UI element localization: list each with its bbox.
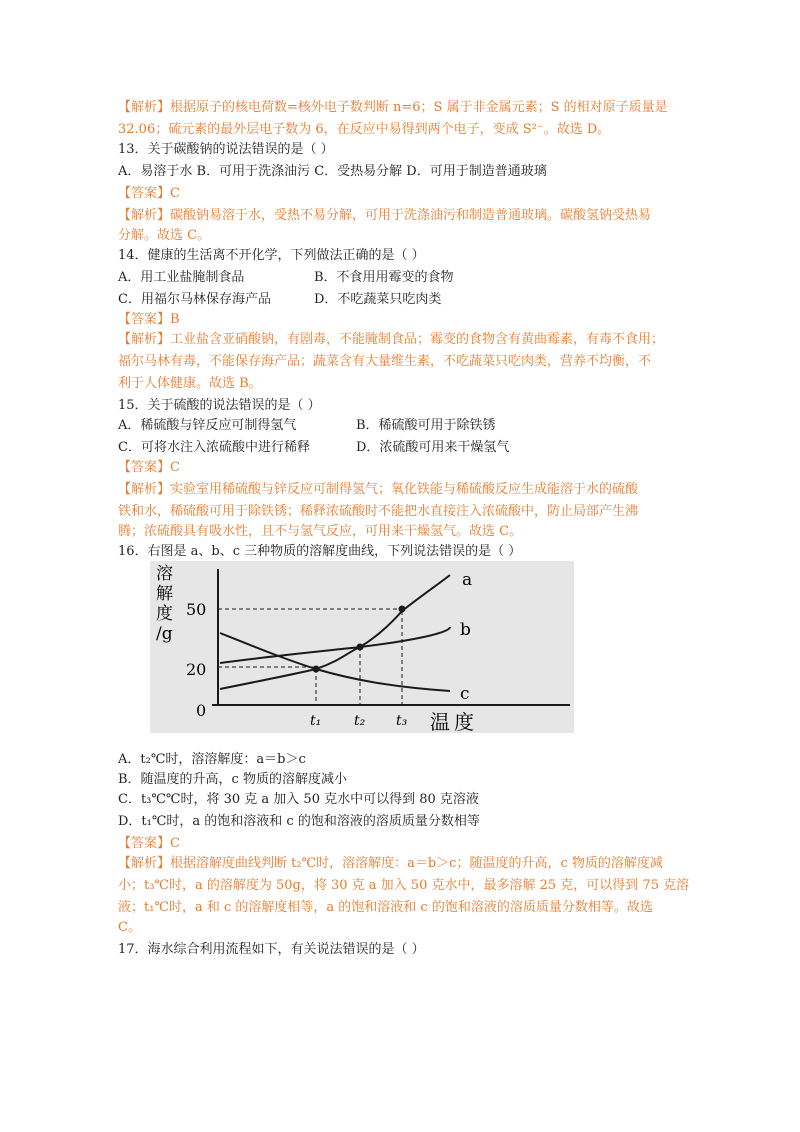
y-axis-label-unit: /g	[156, 624, 173, 644]
solubility-curve-figure	[150, 561, 574, 733]
analysis-16-line2: 小；t₃℃时，a 的溶解度为 50g，将 30 克 a 加入 50 克水中，最多溶解 25 克，可以得到 75 克溶	[118, 878, 690, 893]
y-tick-20: 20	[186, 660, 207, 679]
q14-option-c: C．用福尔马林保存海产品	[118, 292, 271, 307]
question-16: 16．右图是 a、b、c 三种物质的溶解度曲线，下列说法错误的是（ ）	[118, 544, 522, 559]
question-13-options: A．易溶于水 B．可用于洗涤油污 C．受热易分解 D．可用于制造普通玻璃	[118, 164, 547, 179]
x-axis-label: 温度	[430, 710, 478, 733]
analysis-16-line1: 【解析】根据溶解度曲线判断 t₂℃时，溶溶解度：a＝b＞c；随温度的升高，c 物质的溶解度减	[118, 856, 663, 871]
origin-label: 0	[196, 701, 207, 720]
answer-13: 【答案】C	[118, 186, 180, 201]
analysis-15-line1: 【解析】实验室用稀硫酸与锌反应可制得氢气；氧化铁能与稀硫酸反应生成能溶于水的硫酸	[118, 482, 639, 497]
q15-option-d: D．浓硫酸可用来干燥氢气	[356, 440, 510, 455]
analysis-16-line4: C。	[118, 920, 141, 935]
analysis-16-line3: 液；t₁℃时，a 和 c 的溶解度相等，a 的饱和溶液和 c 的饱和溶液的溶质质量分数相等。故选	[118, 900, 653, 915]
analysis-q12-line1: 【解析】根据原子的核电荷数=核外电子数判断 n=6；S 属于非金属元素；S 的相对原子质量是	[118, 100, 668, 115]
analysis-13-line2: 分解。故选 C。	[118, 228, 211, 243]
analysis-15-line3: 腾；浓硫酸具有吸水性，且不与氢气反应，可用来干燥氢气。故选 C。	[118, 524, 523, 539]
analysis-14-line3: 利于人体健康。故选 B。	[118, 376, 262, 391]
question-14: 14．健康的生活离不开化学，下列做法正确的是（ ）	[118, 248, 425, 263]
question-13: 13．关于碳酸钠的说法错误的是（ ）	[118, 142, 334, 157]
q16-option-c: C．t₃℃℃时，将 30 克 a 加入 50 克水中可以得到 80 克溶液	[118, 792, 479, 807]
y-axis-label-char-2: 解	[156, 584, 173, 604]
question-17: 17．海水综合利用流程如下，有关说法错误的是（ ）	[118, 942, 425, 957]
x-tick-t2: t₂	[354, 713, 366, 729]
question-15: 15．关于硫酸的说法错误的是（ ）	[118, 398, 321, 413]
analysis-q12-line2: 32.06；硫元素的最外层电子数为 6，在反应中易得到两个电子，变成 S²⁻。故选 D。	[118, 122, 611, 137]
analysis-15-line2: 铁和水，稀硫酸可用于除铁锈；稀释浓硫酸时不能把水直接注入浓硫酸中，防止局部产生沸	[118, 504, 639, 519]
answer-15: 【答案】C	[118, 460, 180, 475]
y-axis-label-char-1: 溶	[156, 564, 173, 584]
q15-option-c: C．可将水注入浓硫酸中进行稀释	[118, 440, 310, 455]
q14-option-a: A．用工业盐腌制食品	[118, 270, 245, 285]
y-axis-label-char-3: 度	[156, 604, 173, 624]
analysis-14-line2: 福尔马林有毒，不能保存海产品；蔬菜含有大量维生素，不吃蔬菜只吃肉类，营养不均衡，不	[118, 354, 652, 369]
curve-label-c: c	[460, 684, 470, 704]
curve-label-a: a	[462, 570, 473, 590]
q16-option-d: D．t₁℃时，a 的饱和溶液和 c 的饱和溶液的溶质质量分数相等	[118, 814, 480, 829]
q16-option-b: B．随温度的升高，c 物质的溶解度减小	[118, 772, 347, 787]
answer-16: 【答案】C	[118, 836, 180, 851]
x-tick-t1: t₁	[310, 713, 322, 729]
q15-option-a: A．稀硫酸与锌反应可制得氢气	[118, 418, 297, 433]
analysis-14-line1: 【解析】工业盐含亚硝酸钠，有剧毒，不能腌制食品；霉变的食物含有黄曲霉素，有毒不食用；	[118, 332, 665, 347]
q16-option-a: A．t₂℃时，溶溶解度：a＝b＞c	[118, 752, 306, 767]
point-t3-a	[399, 606, 406, 613]
point-t2-intersection	[357, 644, 364, 651]
x-tick-t3: t₃	[396, 713, 408, 729]
solubility-chart	[150, 561, 574, 733]
analysis-13-line1: 【解析】碳酸钠易溶于水，受热不易分解，可用于洗涤油污和制造普通玻璃。碳酸氢钠受热易	[118, 208, 652, 223]
point-t1-intersection	[313, 666, 320, 673]
q14-option-d: D．不吃蔬菜只吃肉类	[314, 292, 442, 307]
y-tick-50: 50	[186, 600, 207, 619]
answer-14: 【答案】B	[118, 312, 180, 327]
q15-option-b: B．稀硫酸可用于除铁锈	[356, 418, 496, 433]
curve-label-b: b	[460, 620, 471, 640]
q14-option-b: B．不食用用霉变的食物	[314, 270, 454, 285]
